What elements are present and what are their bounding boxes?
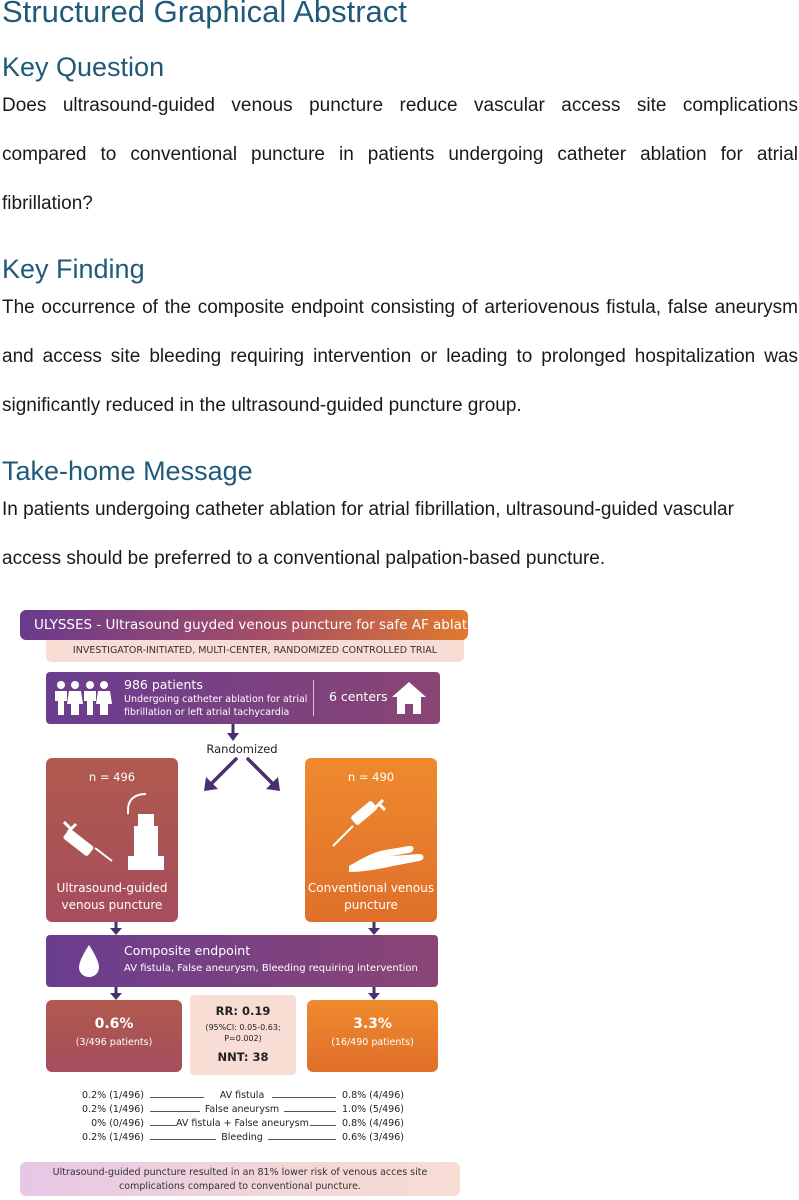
divider [268,1139,336,1140]
breakdown-right: 0.8% (4/496) [342,1118,404,1129]
conventional-result [307,1000,438,1072]
divider [150,1125,176,1126]
relative-risk-box [190,995,296,1075]
breakdown-left: 0% (0/496) [91,1118,144,1129]
breakdown-label: AV fistula + False aneurysm [176,1118,309,1129]
take-home-text: In patients undergoing catheter ablation for atrial fibrillation, ultrasound-guided vascular access should be preferred to a conventional palpation-based puncture. [2,499,734,569]
arrow-down-icon [109,922,123,936]
key-finding-text: The occurrence of the composite endpoint consisting of arteriovenous fistula, false aneurysm and access site bleeding requiring intervention or leading to prolonged hospitalization was significantly reduced in the ultrasound-guided puncture group. [2,297,798,416]
conclusion-line-2: complications compared to conventional puncture. [119,1181,361,1192]
conventional-arm-n: n = 490 [347,770,395,784]
arrow-down-icon [226,724,240,742]
patients-box [46,672,440,724]
take-home-heading: Take-home Message [2,456,253,486]
ultrasound-arm-label: Ultrasound-guided venous puncture [56,881,168,912]
breakdown-label: AV fistula [219,1090,265,1101]
divider [284,1111,336,1112]
breakdown-right: 1.0% (5/496) [342,1104,404,1115]
study-banner: ULYSSES - Ultrasound guyded venous puncture for safe AF ablation [20,610,468,640]
breakdown-left: 0.2% (1/496) [82,1090,144,1101]
syringe-icon [62,818,116,862]
ultrasound-arm [46,758,178,922]
ultrasound-result-pct: 0.6% [94,1016,134,1032]
ultrasound-probe-icon [120,792,170,874]
breakdown-label: False aneurysm [204,1104,280,1115]
composite-endpoint-components: AV fistula, False aneurysm, Bleeding requiring intervention [124,963,418,974]
key-question-heading: Key Question [2,52,165,82]
confidence-interval [190,1022,296,1044]
divider [310,1125,336,1126]
breakdown-right: 0.6% (3/496) [342,1132,404,1143]
number-needed-to-treat: NNT: 38 [217,1050,269,1064]
house-icon [390,680,428,716]
divider [313,680,314,716]
conclusion-line-1: Ultrasound-guided puncture resulted in an 81% lower risk of venous acces site [52,1167,428,1178]
relative-risk: RR: 0.19 [215,1004,271,1018]
composite-endpoint-title: Composite endpoint [124,943,251,958]
conventional-result-pct: 3.3% [353,1016,392,1032]
arrow-down-icon [367,987,381,1001]
study-design-banner: INVESTIGATOR-INITIATED, MULTI-CENTER, RANDOMIZED CONTROLLED TRIAL [46,640,464,662]
conventional-result-count: (16/490 patients) [331,1037,414,1048]
divider [272,1097,336,1098]
graphical-abstract [0,600,799,1200]
breakdown-left: 0.2% (1/496) [82,1132,144,1143]
key-finding-heading: Key Finding [2,254,145,284]
ultrasound-result-count: (3/496 patients) [75,1037,153,1048]
conventional-arm-label: Conventional venous puncture [307,881,435,912]
key-question-text: Does ultrasound-guided venous puncture reduce vascular access site complications compared to conventional puncture in patients undergoing catheter ablation for atrial fibrillation? [2,95,798,214]
arrow-split-icon [200,757,284,793]
breakdown-label: Bleeding [221,1132,263,1143]
breakdown-left: 0.2% (1/496) [82,1104,144,1115]
patient-description: Undergoing catheter ablation for atrial fibrillation or left atrial tachycardia [124,694,308,718]
ultrasound-result [46,1000,182,1072]
arrow-down-icon [367,922,381,936]
composite-endpoint-box [46,935,438,987]
conventional-arm [305,758,437,922]
people-icon [54,680,112,716]
page-title: Structured Graphical Abstract [2,0,407,29]
ci-line-2: P=0.002) [224,1034,262,1043]
centers-count: 6 centers [329,689,388,704]
randomized-label: Randomized [206,742,278,756]
patient-count: 986 patients [124,677,203,692]
hand-icon [345,828,429,872]
drop-icon [78,944,100,978]
breakdown-right: 0.8% (4/496) [342,1090,404,1101]
ci-line-1: (95%CI: 0.05-0.63; [205,1023,281,1032]
ultrasound-arm-n: n = 496 [88,770,136,784]
conclusion-banner [20,1162,460,1196]
arrow-down-icon [109,987,123,1001]
